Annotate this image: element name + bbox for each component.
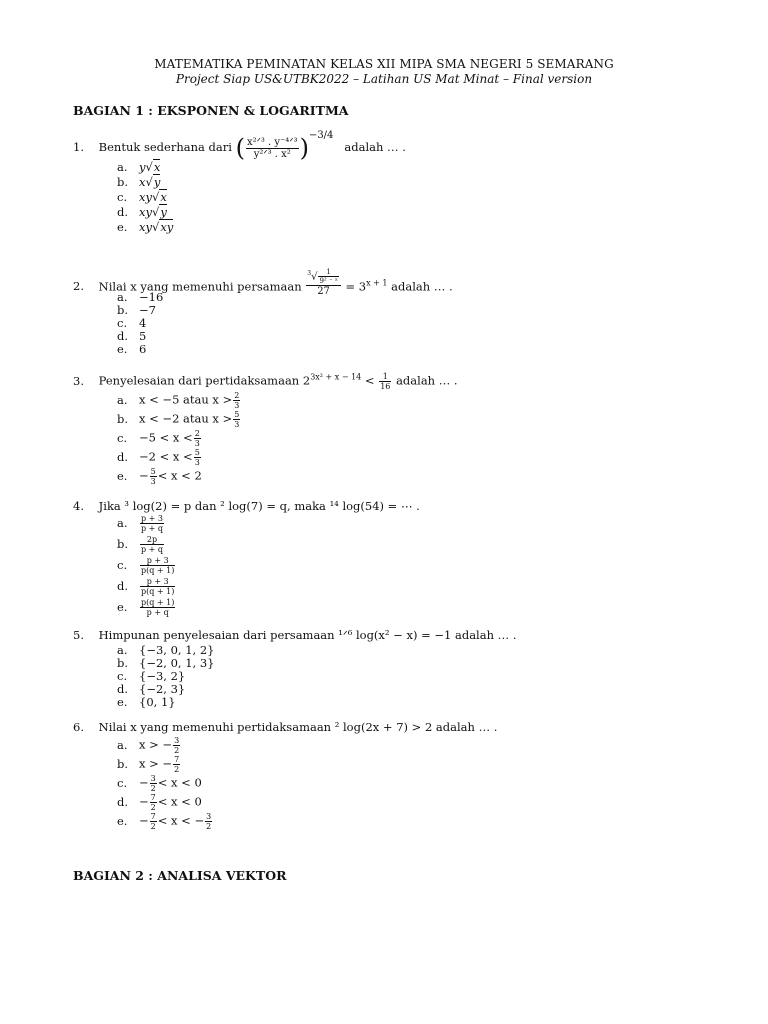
doc-subtitle: Project Siap US&UTBK2022 – Latihan US Mat Minat – Final version (175, 72, 593, 86)
option-c[interactable]: c. $\frac{p + 3}{p(q + 1)}$ (117, 556, 175, 575)
question-text: Himpunan penyelesaian dari persamaan ¹ᐟ⁶ log(x² − x) = −1 adalah … . (98, 628, 517, 642)
option-c[interactable]: c. −5 < x < $\frac{2}{3}$ (117, 429, 200, 448)
section-heading-1: BAGIAN 1 : EKSPONEN & LOGARITMA (73, 103, 349, 118)
question-3: 3. Penyelesaian dari pertidaksamaan $2^{3x^2 + x - 14}$ < $\frac{1}{16}$ adalah … . (73, 372, 458, 391)
option-a[interactable]: a. y√x (117, 160, 161, 174)
option-d[interactable]: d. {−2, 3} (117, 682, 186, 696)
question-number: 3. (73, 373, 84, 388)
option-b[interactable]: b. $\frac{2p}{p + q}$ (117, 535, 164, 554)
option-e[interactable]: e. − $\frac{5}{3}$ < x < 2 (117, 467, 202, 486)
option-e[interactable]: e. $\frac{p(q + 1)}{p + q}$ (117, 598, 175, 617)
option-b[interactable]: b. x > − $\frac{7}{2}$ (117, 755, 180, 774)
option-d[interactable]: d. 5 (117, 329, 147, 343)
option-c[interactable]: c. {−3, 2} (117, 669, 186, 683)
option-c[interactable]: c. − $\frac{3}{2}$ < x < 0 (117, 774, 202, 793)
option-e[interactable]: e. {0, 1} (117, 695, 176, 709)
option-d[interactable]: d. − $\frac{7}{2}$ < x < 0 (117, 793, 202, 812)
fraction: $\frac{\text{x²ᐟ³ . y⁻⁴ᐟ³}}{\text{y²ᐟ³ . x²}}$ (246, 136, 298, 160)
question-1: 1. Bentuk sederhana dari ( $\frac{\text{x²ᐟ³ . y⁻⁴ᐟ³}}{\text{y²ᐟ³ . x²}}$ )$^{-3/4}$ adalah … . (73, 130, 406, 162)
option-d[interactable]: d. −2 < x < $\frac{5}{3}$ (117, 448, 200, 467)
option-a[interactable]: a. −16 (117, 290, 164, 304)
option-b[interactable]: b. {−2, 0, 1, 3} (117, 656, 215, 670)
option-e[interactable]: e. − $\frac{7}{2}$ < x < − $\frac{3}{2}$ (117, 812, 212, 831)
question-text: Jika ³ log(2) = p dan ² log(7) = q, maka ¹⁴ log(54) = ⋯ . (98, 499, 420, 513)
option-d[interactable]: d. $\frac{p + 3}{p(q + 1)}$ (117, 577, 175, 596)
option-b[interactable]: b. −7 (117, 303, 156, 317)
question-number: 1. (73, 140, 84, 154)
option-a[interactable]: a. {−3, 0, 1, 2} (117, 643, 215, 657)
doc-title: MATEMATIKA PEMINATAN KELAS XII MIPA SMA NEGERI 5 SEMARANG (154, 57, 614, 71)
question-number: 6. (73, 720, 84, 734)
option-b[interactable]: b. x < −2 atau x > $\frac{5}{3}$ (117, 410, 240, 429)
option-e[interactable]: e. xy√xy (117, 220, 174, 234)
option-c[interactable]: c. 4 (117, 316, 147, 330)
question-suffix: adalah … . (344, 140, 406, 154)
question-4 (73, 499, 420, 513)
section-heading-2: BAGIAN 2 : ANALISA VEKTOR (73, 868, 287, 883)
question-number: 2. (73, 279, 84, 294)
question-number: 5. (73, 628, 84, 642)
question-6 (73, 720, 497, 734)
question-5 (73, 628, 516, 642)
question-text: Nilai x yang memenuhi pertidaksamaan ² log(2x + 7) > 2 adalah … . (98, 720, 498, 734)
option-b[interactable]: b. x√y (117, 175, 161, 189)
option-a[interactable]: a. x < −5 atau x > $\frac{2}{3}$ (117, 391, 240, 410)
question-2: 2. Nilai x yang memenuhi persamaan $^3$√ $\frac{1}{\text{9² ⁻ ˣ}}$ 27 = $3^{x + 1}$ adalah … . (73, 268, 453, 298)
question-number: 4. (73, 499, 84, 513)
option-e[interactable]: e. 6 (117, 342, 147, 356)
option-a[interactable]: a. $\frac{p + 3}{p + q}$ (117, 514, 164, 533)
fraction: $^3$√ $\frac{1}{\text{9² ⁻ ˣ}}$ 27 (306, 268, 341, 297)
option-a[interactable]: a. x > − $\frac{3}{2}$ (117, 736, 180, 755)
option-c[interactable]: c. xy√x (117, 190, 167, 204)
question-text: Bentuk sederhana dari (98, 140, 232, 154)
fraction: $\frac{1}{16}$ (380, 372, 391, 391)
question-text: Nilai x yang memenuhi persamaan (98, 279, 302, 294)
option-d[interactable]: d. xy√y (117, 205, 167, 219)
question-text: Penyelesaian dari pertidaksamaan 2 (98, 373, 311, 388)
